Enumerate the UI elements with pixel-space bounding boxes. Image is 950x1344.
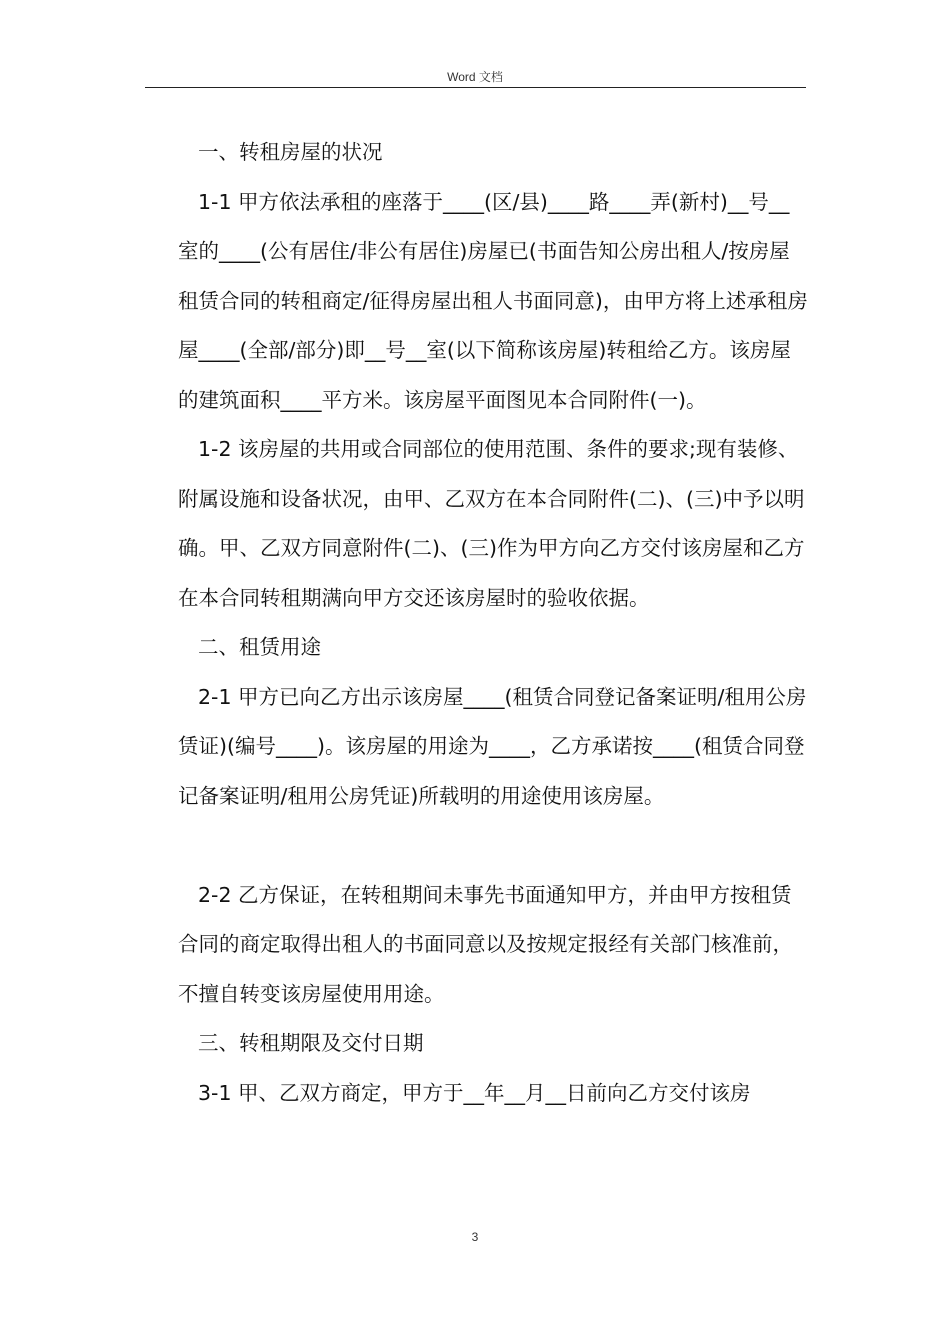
page-number: 3 <box>471 1230 479 1244</box>
page-header: Word 文档 <box>447 70 503 84</box>
header-divider <box>145 87 806 88</box>
clause-2-1: 2-1 甲方已向乙方出示该房屋____(租赁合同登记备案证明/租用公房赁证)(编号____)。该房屋的用途为____，乙方承诺按____(租赁合同登记备案证明/租用公房凭证)所载明的用途使用该房屋。 <box>178 684 807 808</box>
section-heading-3: 三、转租期限及交付日期 <box>198 1031 424 1055</box>
clause-2-2: 2-2 乙方保证，在转租期间未事先书面通知甲方，并由甲方按租赁合同的商定取得出租人的书面同意以及按规定报经有关部门核准前，不擅自转变该房屋使用用途。 <box>178 882 793 1006</box>
document-body <box>178 128 808 1118</box>
section-heading-2: 二、租赁用途 <box>198 635 321 659</box>
blank-line <box>178 821 808 871</box>
section-heading-1: 一、转租房屋的状况 <box>198 140 383 164</box>
clause-1-1: 1-1 甲方依法承租的座落于____(区/县)____路____弄(新村)__号__室的____(公有居住/非公有居住)房屋已(书面告知公房出租人/按房屋租赁合同的转租商定/征得房屋出租人书面同意)，由甲方将上述承租房屋____(全部/部分)即__号__室(以下简称该房屋)转租给乙方。该房屋的建筑面积____平方米。该房屋平面图见本合同附件(一)。 <box>178 189 808 412</box>
clause-3-1: 3-1 甲、乙双方商定，甲方于__年__月__日前向乙方交付该房 <box>198 1080 751 1105</box>
clause-1-2: 1-2 该房屋的共用或合同部位的使用范围、条件的要求;现有装修、附属设施和设备状况，由甲、乙双方在本合同附件(二)、(三)中予以明确。甲、乙双方同意附件(二)、(三)作为甲方向乙方交付该房屋和乙方在本合同转租期满向甲方交还该房屋时的验收依据。 <box>178 437 805 610</box>
